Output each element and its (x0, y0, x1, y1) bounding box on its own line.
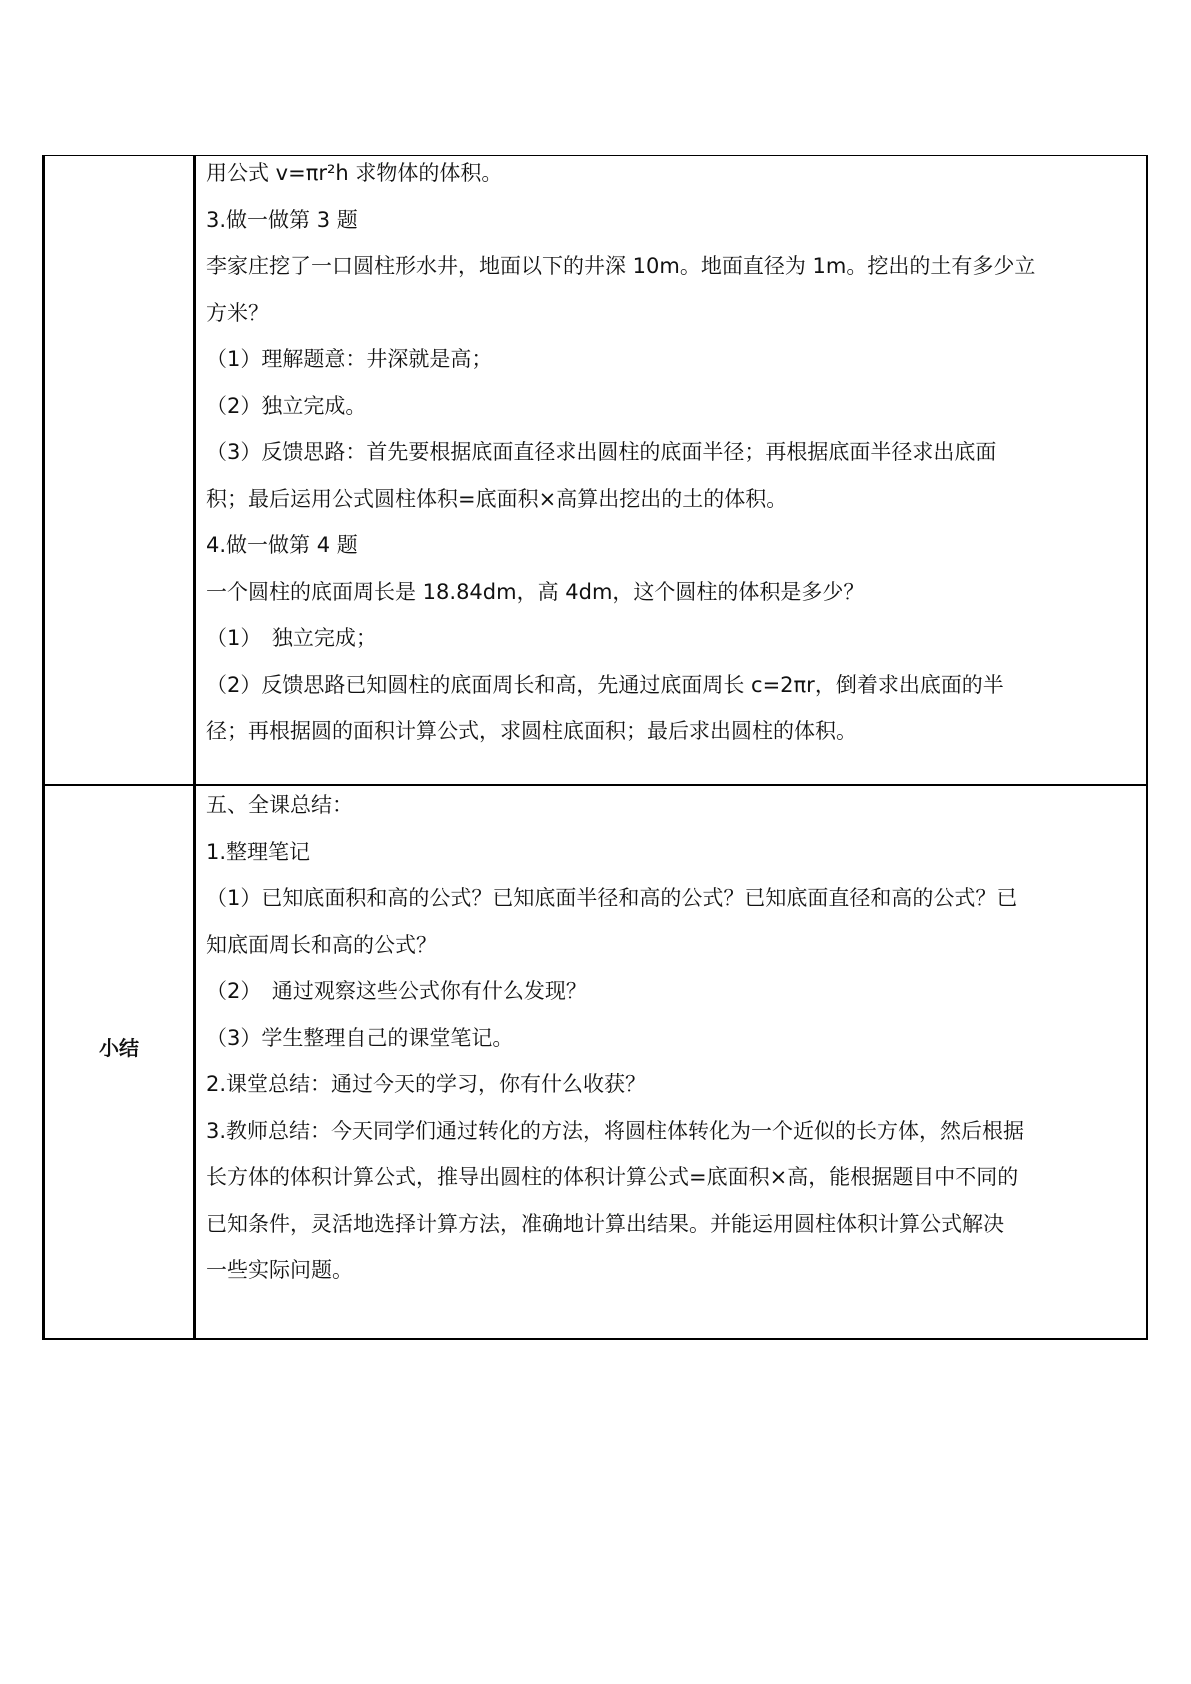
lesson-plan-table (42, 155, 1148, 1340)
text-line: 2.课堂总结：通过今天的学习，你有什么收获？ (206, 1072, 647, 1096)
text-line: 积；最后运用公式圆柱体积=底面积×高算出挖出的土的体积。 (206, 486, 788, 511)
text-line: 知底面周长和高的公式？ (206, 932, 437, 957)
text-line: 一些实际问题。 (206, 1258, 353, 1282)
text-line: 3.做一做第 3 题 (206, 207, 358, 232)
text-line: （2） 通过观察这些公式你有什么发现？ (206, 979, 587, 1003)
text-line: 4.做一做第 4 题 (206, 533, 358, 557)
text-line: 已知条件，灵活地选择计算方法，准确地计算出结果。并能运用圆柱体积计算公式解决 (206, 1211, 1004, 1236)
text-line: 用公式 v=πr²h 求物体的体积。 (206, 161, 503, 185)
text-line: 方米？ (206, 300, 269, 325)
text-line: （2）反馈思路已知圆柱的底面周长和高，先通过底面周长 c=2πr，倒着求出底面的半 (206, 672, 1004, 697)
text-line: （3）反馈思路：首先要根据底面直径求出圆柱的底面半径；再根据底面半径求出底面 (206, 440, 997, 464)
text-line: 李家庄挖了一口圆柱形水井，地面以下的井深 10m。地面直径为 1m。挖出的土有多少立 (206, 254, 1036, 278)
exercise-content (196, 150, 1146, 755)
text-line: 1.整理笔记 (206, 839, 311, 864)
row-content-cell (195, 156, 1148, 786)
text-line: 五、全课总结： (206, 793, 353, 817)
text-line: （3）学生整理自己的课堂笔记。 (206, 1025, 514, 1050)
summary-content (196, 782, 1146, 1294)
text-line: （1）已知底面积和高的公式？已知底面半径和高的公式？已知底面直径和高的公式？已 (206, 886, 1018, 910)
table-row-exercises (44, 156, 1148, 786)
text-line: （1） 独立完成； (206, 626, 377, 650)
table-row-summary (44, 785, 1148, 1339)
text-line: （1）理解题意：井深就是高； (206, 347, 493, 371)
row-label-cell (44, 785, 195, 1339)
text-line: 长方体的体积计算公式，推导出圆柱的体积计算公式=底面积×高，能根据题目中不同的 (206, 1165, 1019, 1189)
text-line: （2）独立完成。 (206, 393, 367, 418)
row-label-cell (44, 156, 195, 786)
row-content-cell (195, 785, 1148, 1339)
text-line: 3.教师总结：今天同学们通过转化的方法，将圆柱体转化为一个近似的长方体，然后根据 (206, 1118, 1025, 1143)
row-label-summary: 小结 (99, 1035, 139, 1060)
text-line: 径；再根据圆的面积计算公式，求圆柱底面积；最后求出圆柱的体积。 (206, 719, 857, 743)
text-line: 一个圆柱的底面周长是 18.84dm，高 4dm，这个圆柱的体积是多少？ (206, 579, 865, 604)
